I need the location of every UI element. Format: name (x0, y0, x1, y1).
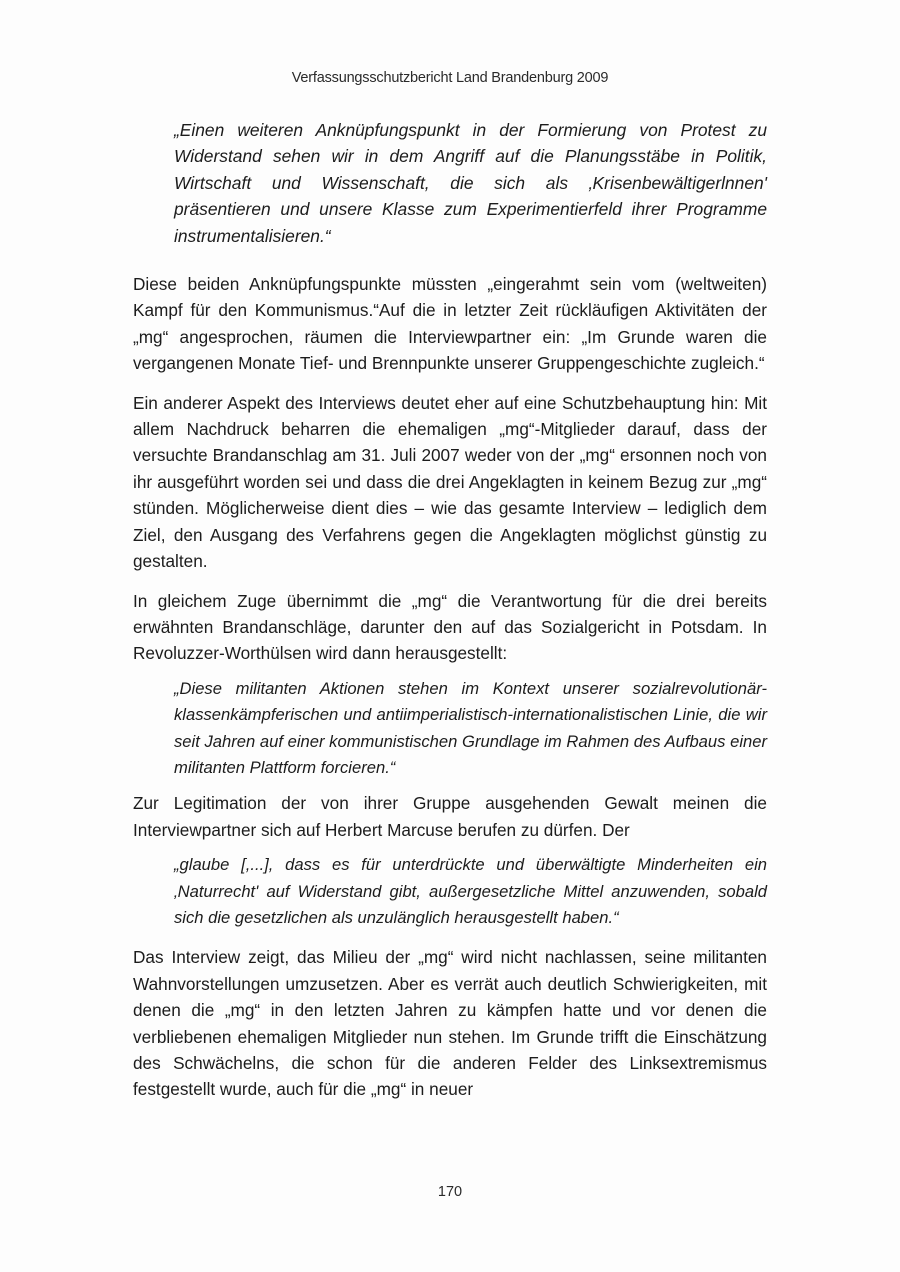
paragraph: Das Interview zeigt, das Milieu der „mg“ wird nicht nachlassen, seine militanten Wahnvorstellungen umzusetzen. Aber es verrät auch deutlich Schwierigkeiten, mit denen die „mg“ in den letzten Jahren zu kämpfen hatte und vor denen die verbliebenen ehemaligen Mitglieder nun stehen. Im Grunde trifft die Einschätzung des Schwächelns, die schon für die anderen Felder des Linksextremismus festgestellt wurde, auch für die „mg“ in neuer (133, 947, 767, 1100)
block-quote: „Diese militanten Aktionen stehen im Kontext unserer sozialrevolutionär-klassenkämpferischen und antiimperialistisch-internationalistischen Linie, die wir seit Jahren auf einer kommunistischen Grundlage im Rahmen des Aufbaus einer militanten Plattform forcieren.“ (174, 678, 767, 777)
paragraph: In gleichem Zuge übernimmt die „mg“ die Verantwortung für die drei bereits erwähnten Brandanschläge, darunter den auf das Sozialgericht in Potsdam. In Revoluzzer-Worthülsen wird dann herausgestellt: (133, 590, 767, 664)
running-header: Verfassungsschutzbericht Land Brandenburg 2009 (291, 70, 609, 86)
paragraph: Ein anderer Aspekt des Interviews deutet eher auf eine Schutzbehauptung hin: Mit allem Nachdruck beharren die ehemaligen „mg“-Mitglieder darauf, dass der versuchte Brandanschlag am 31. Juli 2007 weder von der „mg“ ersonnen noch von ihr ausgeführt worden sei und dass die drei Angeklagten in keinem Bezug zur „mg“ stünden. Möglicherweise dient dies – wie das gesamte Interview – lediglich dem Ziel, den Ausgang des Verfahrens gegen die Angeklagten möglichst günstig zu gestalten. (133, 392, 767, 572)
page-number: 170 (437, 1184, 463, 1200)
spacer (133, 249, 767, 271)
spacer (133, 667, 767, 676)
spacer (133, 931, 767, 944)
paragraph: Zur Legitimation der von ihrer Gruppe ausgehenden Gewalt meinen die Interviewpartner sich auf Herbert Marcuse berufen zu dürfen. Der (133, 793, 767, 840)
block-quote: „glaube [,...], dass es für unterdrückte und überwältigte Minderheiten ein ‚Naturrecht' auf Widerstand gibt, außergesetzliche Mittel anzuwenden, sobald sich die gesetzlichen als unzulänglich herausgestellt haben.“ (174, 855, 767, 927)
page-content (133, 117, 767, 1103)
spacer (133, 377, 767, 390)
spacer (133, 843, 767, 852)
paragraph: Diese beiden Anknüpfungspunkte müssten „eingerahmt sein vom (weltweiten) Kampf für den Kommunismus.“Auf die in letzter Zeit rückläufigen Aktivitäten der „mg“ angesprochen, räumen die Interviewpartner ein: „Im Grunde waren die vergangenen Monate Tief- und Brennpunkte unserer Gruppengeschichte zugleich.“ (133, 274, 767, 374)
spacer (133, 575, 767, 588)
spacer (133, 781, 767, 790)
block-quote: „Einen weiteren Anknüpfungspunkt in der Formierung von Protest zu Widerstand sehen wir in dem Angriff auf die Planungsstäbe in Politik, Wirtschaft und Wissenschaft, die sich als ‚Krisenbewältigerlnnen' präsentieren und unsere Klasse zum Experimentierfeld ihrer Programme instrumentalisieren.“ (174, 120, 767, 246)
